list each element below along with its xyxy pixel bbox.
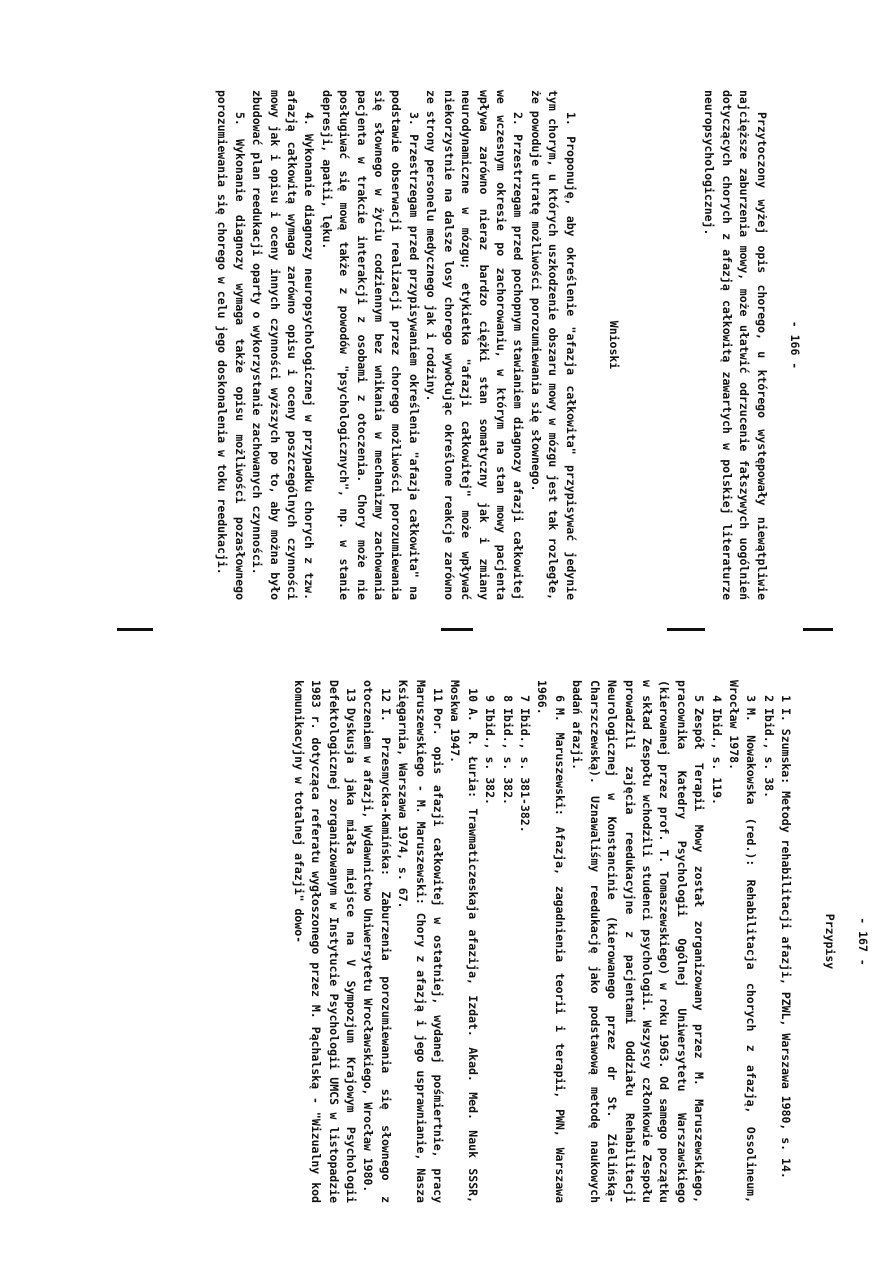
conclusion-5: 5. Wykonanie diagnozy wymaga także opisu możliwości pozasłownego porozumiewania się chorego w celu jego doskonalenia w toku reedukacji. [215, 90, 247, 600]
footnote: 1I. Szumska: Metody rehabilitacji afazji, PZWL, Warszawa 1980, s. 14. [779, 695, 794, 1179]
footnote: 6M. Maruszewski: Afazja, zagadnienia teorii i terapii, PWN, Warszawa 1966. [535, 680, 567, 1203]
conclusion-3: 3. Przestrzegam przed przypisywaniem określenia "afazja całkowita" na podstawie obserwacji realizacji przez chorego możliwości porozumiewania się słownego w życiu codziennym bez wnikania w mechanizmy zachowania pacjenta w trakcie interakcji z osobami z otoczenia. Chory może nie posługiwać się mową także z powodów "psychologicznych", np. w stanie depresji, apatii, lęku. [319, 90, 421, 600]
gutter-mark [803, 628, 833, 631]
footnote: 7Ibid., s. 381-382. [518, 695, 533, 833]
footnote: 9Ibid., s. 382. [483, 695, 498, 805]
section-heading: Wnioski [606, 320, 621, 370]
left-page [0, 0, 893, 630]
footnote: 10A. R. Łuria: Trawmaticzeskaja afazija, Izdat. Akad. Med. Nauk SSSR, Moskwa 1947. [448, 680, 480, 1203]
intro-paragraph: Przytoczony wyżej opis chorego, u którego występowały niewątpliwie najcięższe zaburzenia mowy, może ułatwić odrzucenie fałszywych uogólnień dotyczących chorych z afazją całkowitą zawartych w polskiej literaturze neuropsychologicznej. [702, 90, 769, 600]
conclusion-4: 4. Wykonanie diagnozy neuropsychologicznej w przypadku chorych z tzw. afazją całkowitą wymaga zarówno opisu i oceny poszczególnych czynności mowy jak i opisu i oceny innych czynności wyższych po to, aby można było zbudować plan reedukacji oparty o wykorzystanie zachowanych czynności. [250, 90, 317, 600]
footnote: 13Dyskusja jaka miała miejsce na V Sympozjum Krajowym Psychologii Defektologicznej zorganizowanym w Instytucie Psychologii UMCS w listopadzie 1983 r. dotycząca referatu wygłoszonego przez M. Pąchalską - "Wizualny kod komunikacyjny w totalnej afazji" dowo- [291, 680, 359, 1203]
gutter-mark [441, 628, 473, 631]
gutter-mark [667, 628, 705, 631]
conclusion-2: 2. Przestrzegam przed pochopnym stawianiem diagnozy afazji całkowitej we wczesnym okresie po zachorowaniu, w którym na stan mowy pacjenta wpływa zarówno nieraz bardzo ciężki stan somatyczny jak i zmiany neurodynamiczne w mózgu; etykietka "afazji całkowitej" może wpływać niekorzystnie na dalsze losy chorego wywołując określone reakcje zarówno ze strony personelu medycznego jak i rodziny. [424, 90, 526, 600]
footnote: 5Zespół Terapii Mowy został zorganizowany przez M. Maruszewskiego, pracownika Katedry Psychologii Ogólnej Uniwersytetu Warszawskiego (kierowanej przez prof. T. Tomaszewskiego) w roku 1963. Od samego początku w skład Zespołu wchodzili studenci psychologii. Wszyscy członkowie Zespołu prowadzili zajęcia reedukacyjne z pacjentami Oddziału Rehabilitacji Neurologicznej w Konstancinie (kierowanego przez dr St. Zielińską-Charszczewską). Uznawaliśmy reedukację jako podstawową metodę naukowych badań afazji. [570, 680, 707, 1203]
footnote: 2Ibid., s. 38. [761, 695, 776, 799]
right-page [0, 640, 893, 1263]
gutter-mark [117, 628, 153, 631]
footnotes-heading: Przypisy [822, 913, 837, 970]
footnote: 12I. Przesmycka-Kamińska: Zaburzenia porozumiewania się słownego z otoczeniem w afazji, Wydawnictwo Uniwersytetu Wrocławskiego, Wrocław 1980. [361, 680, 393, 1203]
conclusion-1: 1. Proponuję, aby określenie "afazja całkowita" przypisywać jedynie tym chorym, u których uszkodzenie obszaru mowy w mózgu jest tak rozległe, że powoduje utratę możliwości porozumiewania się słownego. [528, 90, 578, 600]
footnote: 3M. Nowakowska (red.): Rehabilitacja chorych z afazją, Ossolineum, Wrocław 1978. [726, 680, 759, 1203]
footnote: 8Ibid., s. 382. [500, 695, 515, 805]
page-number: - 167 - [856, 917, 870, 966]
page-number: - 166 - [788, 320, 802, 370]
footnote: 11Por. opis afazji całkowitej w ostatniej, wydanej pośmiertnie, pracy Maruszewskiego - M. Maruszewski: Chory z afazją i jego usprawnianie, Nasza Księgarnia, Warszawa 1974, s. 67. [396, 680, 446, 1203]
footnote: 4Ibid., s. 119. [709, 695, 724, 805]
